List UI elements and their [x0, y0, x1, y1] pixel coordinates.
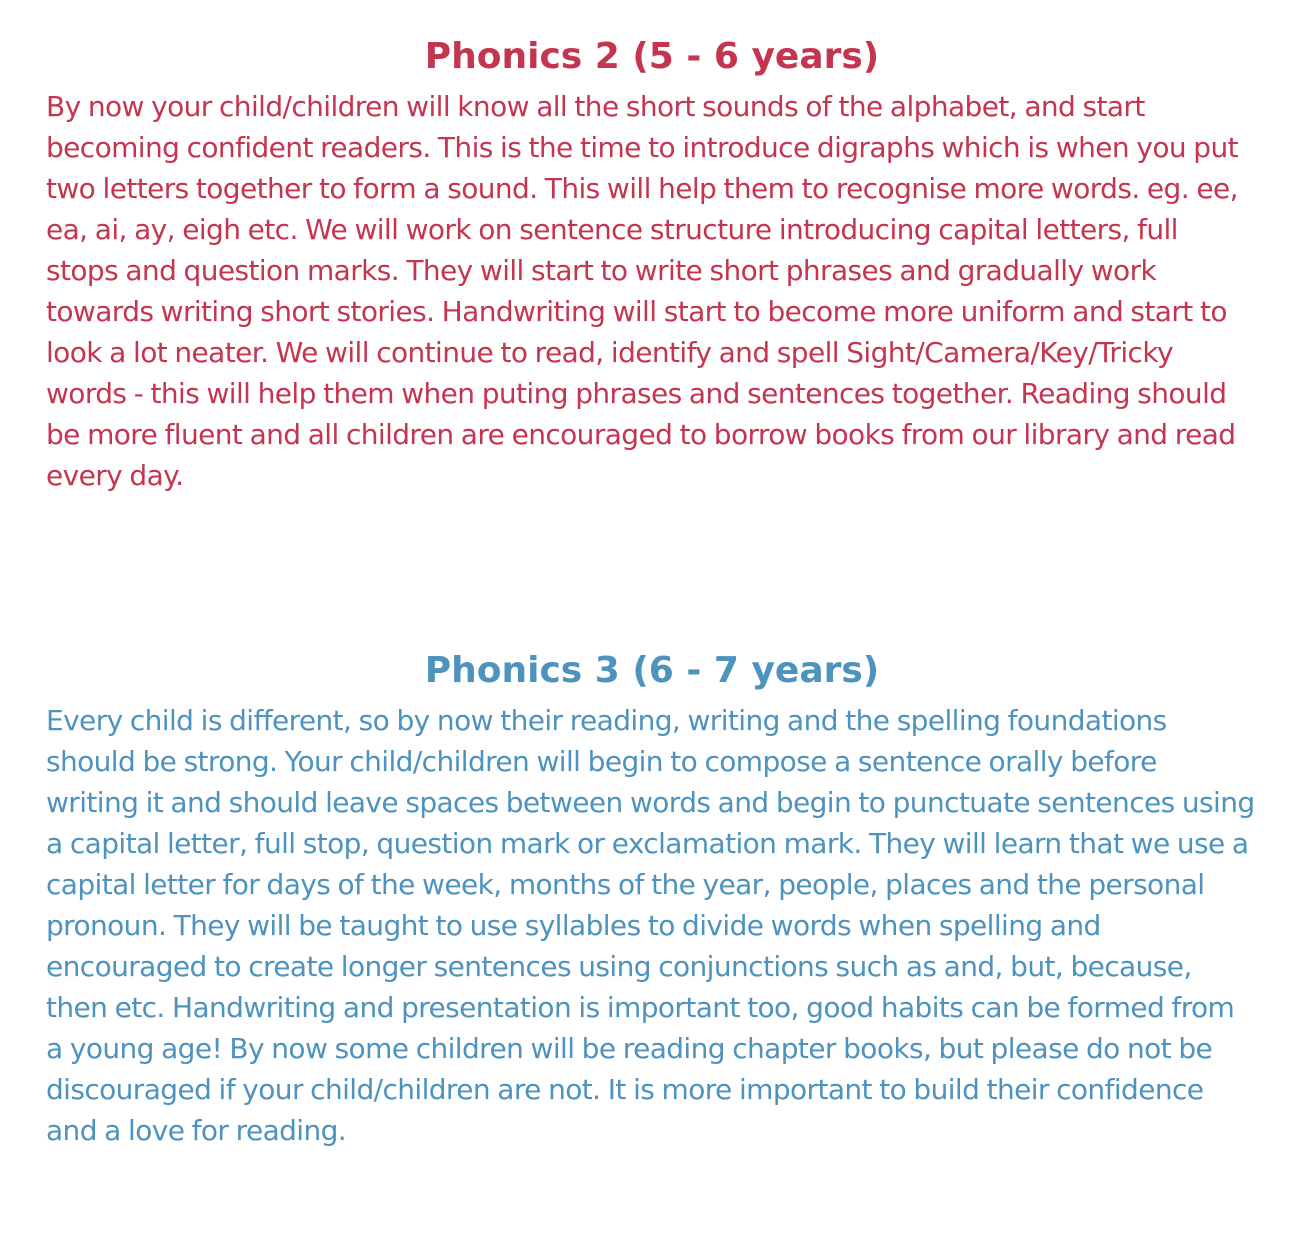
phonics-2-heading: Phonics 2 (5 - 6 years): [424, 36, 880, 77]
phonics-2-description: By now your child/children will know all the short sounds of the alphabet, and start becoming confident readers. This is the time to introduce digraphs which is when you put two letters together to form a sound. This will help them to recognise more words. eg. ee, ea, ai, ay, eigh etc. We will work on sentence structure introducing capital letters, full stops and question marks. They will start to write short phrases and gradually work towards writing short stories. Handwriting will start to become more uniform and start to look a lot neater. We will continue to read, identify and spell Sight/Camera/Key/Tricky words - this will help them when puting phrases and sentences together. Reading should be more fluent and all children are encouraged to borrow books from our library and read every day.: [46, 90, 1238, 492]
phonics-2-section: [46, 32, 1256, 496]
phonics-3-description: Every child is different, so by now their reading, writing and the spelling foundations should be strong. Your child/children will begin to compose a sentence orally before writing it and should leave spaces between words and begin to punctuate sentences using a capital letter, full stop, question mark or exclamation mark. They will learn that we use a capital letter for days of the week, months of the year, people, places and the personal pronoun. They will be taught to use syllables to divide words when spelling and encouraged to create longer sentences using conjunctions such as and, but, because, then etc. Handwriting and presentation is important too, good habits can be formed from a young age! By now some children will be reading chapter books, but please do not be discouraged if your child/children are not. It is more important to build their confidence and a love for reading.: [46, 704, 1255, 1147]
phonics-3-heading: Phonics 3 (6 - 7 years): [424, 650, 880, 691]
phonics-3-section: [46, 646, 1256, 1151]
